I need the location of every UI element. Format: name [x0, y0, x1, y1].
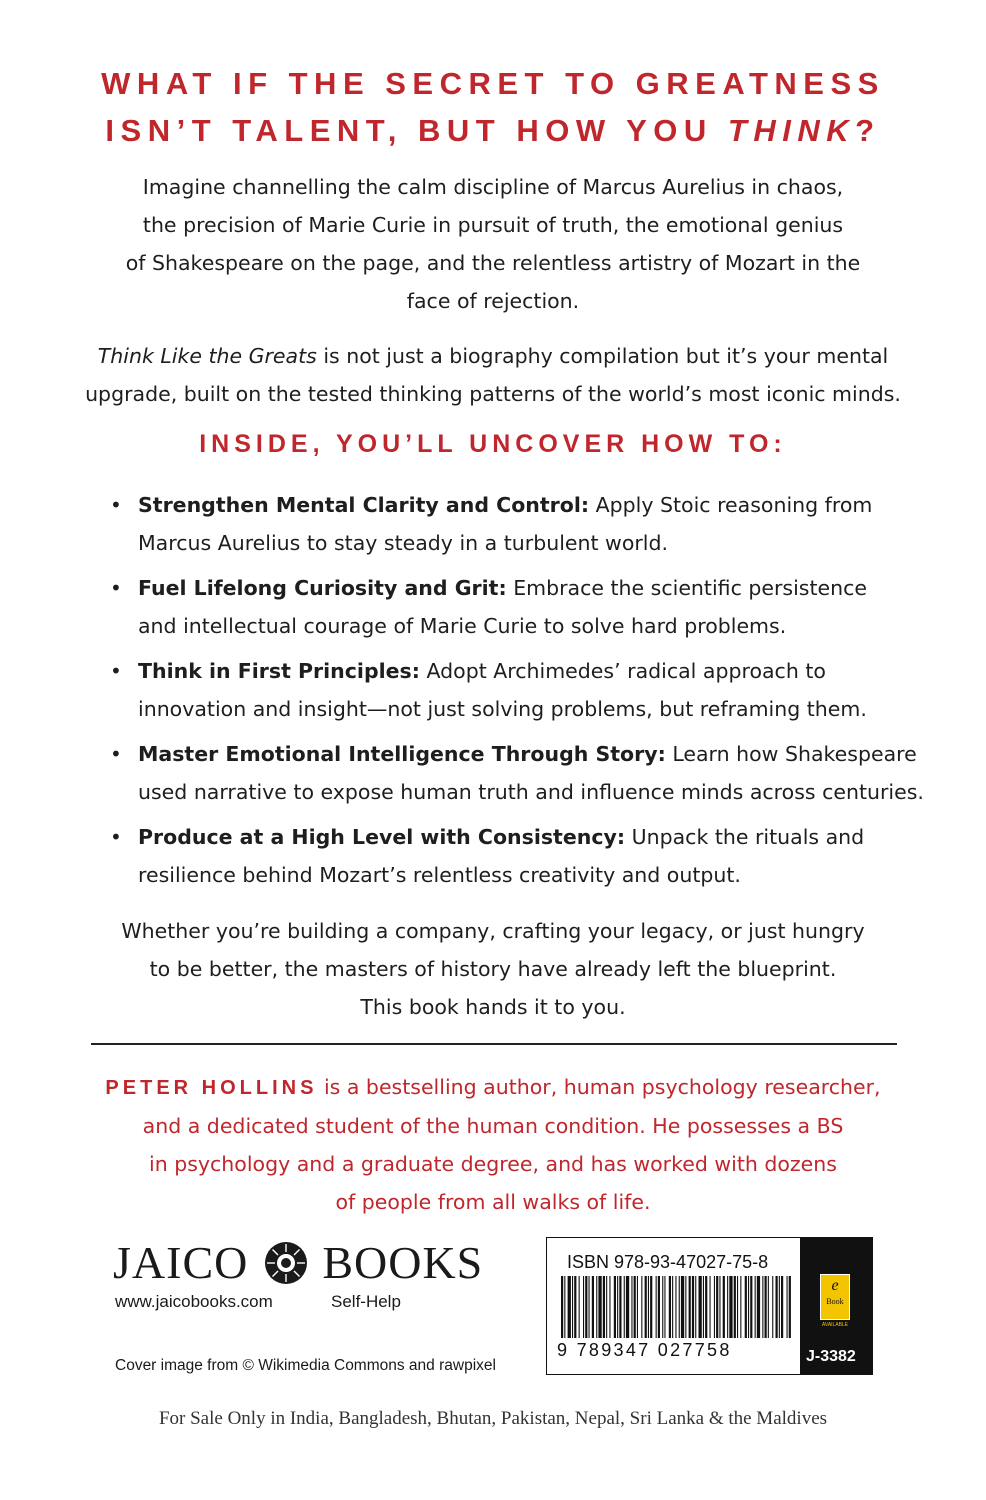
barcode-bar: [614, 1276, 616, 1338]
barcode-bar: [787, 1276, 788, 1338]
barcode-bar: [606, 1276, 607, 1338]
list-item-line-1: [138, 652, 940, 690]
book-category: Self-Help: [331, 1292, 401, 1311]
barcode-bar: [662, 1276, 663, 1338]
ebook-available: AVAILABLE: [821, 1322, 849, 1328]
barcode-bar: [679, 1276, 680, 1338]
publisher-website: www.jaicobooks.com: [115, 1292, 273, 1311]
barcode-bar: [714, 1276, 715, 1338]
barcode-bar: [681, 1276, 684, 1338]
catalog-code: J-3382: [806, 1348, 856, 1365]
bio-line-2: and a dedicated student of the human condition. He possesses a BS: [142, 1114, 844, 1138]
barcode-bar: [734, 1276, 736, 1338]
list-item-line-2: used narrative to expose human truth and influence minds across centuries.: [138, 780, 924, 804]
cover-credit: Cover image from © Wikimedia Commons and rawpixel: [115, 1357, 496, 1374]
list-item-line-2: Marcus Aurelius to stay steady in a turbulent world.: [138, 531, 669, 555]
barcode-bar: [645, 1276, 647, 1338]
barcode-bar: [699, 1276, 702, 1338]
list-item: [110, 818, 940, 894]
barcode-bar: [626, 1276, 629, 1338]
barcode-bar: [765, 1276, 767, 1338]
list-item-lead: Think in First Principles:: [138, 659, 420, 683]
closing-paragraph: [60, 912, 926, 1026]
bio-line-1: [60, 1068, 926, 1107]
barcode-bar: [609, 1276, 610, 1338]
headline-line-2: [0, 113, 986, 149]
intro-line: Imagine channelling the calm discipline of Marcus Aurelius in chaos,: [142, 175, 844, 199]
publisher-word-left: JAICO: [113, 1237, 249, 1288]
list-item: [110, 486, 940, 562]
barcode-bar: [596, 1276, 597, 1338]
barcode-bar: [631, 1276, 632, 1338]
barcode-bar: [737, 1276, 738, 1338]
benefit-list: [110, 486, 940, 901]
barcode-bar: [603, 1276, 605, 1338]
barcode-bar: [723, 1276, 725, 1338]
section-subhead: INSIDE, YOU’LL UNCOVER HOW TO:: [199, 430, 787, 458]
barcode-bar: [585, 1276, 587, 1338]
barcode-bar: [592, 1276, 594, 1338]
list-item-line-2: resilience behind Mozart’s relentless creativity and output.: [138, 863, 741, 887]
list-item-text: Adopt Archimedes’ radical approach to: [419, 659, 826, 683]
barcode-bar: [689, 1276, 691, 1338]
author-bio: [60, 1068, 926, 1221]
pitch-line-1-rest: is not just a biography compilation but it’s your mental: [316, 344, 889, 368]
list-item-text: Learn how Shakespeare: [665, 742, 917, 766]
barcode-bar: [705, 1276, 707, 1338]
closing-line: to be better, the masters of history have already left the blueprint.: [149, 957, 837, 981]
bullet-dot: •: [110, 659, 122, 683]
publisher-logo: [113, 1235, 483, 1290]
barcode-bar: [692, 1276, 694, 1338]
closing-line: This book hands it to you.: [360, 995, 626, 1019]
barcode-bar: [740, 1276, 741, 1338]
barcode-bar: [750, 1276, 752, 1338]
jaico-emblem-icon: [264, 1241, 308, 1285]
list-item-lead: Fuel Lifelong Curiosity and Grit:: [138, 576, 507, 600]
barcode-bar: [589, 1276, 590, 1338]
barcode-bar: [669, 1276, 671, 1338]
intro-paragraph: [60, 168, 926, 320]
ebook-letter: e: [831, 1277, 839, 1294]
ebook-badge-icon: [820, 1274, 850, 1320]
list-item: [110, 652, 940, 728]
list-item-text: Embrace the scientific persistence: [506, 576, 867, 600]
barcode-bar: [757, 1276, 760, 1338]
barcode-bar: [745, 1276, 747, 1338]
barcode-bar: [617, 1276, 618, 1338]
headline-question-mark: ?: [855, 113, 881, 148]
barcode-bar: [768, 1276, 769, 1338]
barcode-bar: [656, 1276, 657, 1338]
pitch-line-1: [40, 337, 946, 375]
barcode-bar: [564, 1276, 565, 1338]
isbn-barcode-panel: [546, 1237, 873, 1375]
list-item-text: Unpack the rituals and: [625, 825, 865, 849]
barcode-bar: [727, 1276, 728, 1338]
barcode-bar: [675, 1276, 676, 1338]
barcode-bar: [583, 1276, 584, 1338]
intro-line: face of rejection.: [406, 289, 580, 313]
intro-line: the precision of Marie Curie in pursuit of truth, the emotional genius: [142, 213, 844, 237]
barcode-bar: [637, 1276, 638, 1338]
bio-line-1-rest: is a bestselling author, human psychology researcher,: [317, 1075, 881, 1099]
barcode-bar: [561, 1276, 563, 1338]
intro-line: of Shakespeare on the page, and the relentless artistry of Mozart in the: [125, 251, 861, 275]
barcode-bar: [748, 1276, 749, 1338]
isbn-number: ISBN 978-93-47027-75-8: [567, 1252, 769, 1272]
barcode-bar: [719, 1276, 720, 1338]
barcode-bar: [579, 1276, 580, 1338]
bullet-dot: •: [110, 493, 122, 517]
barcode-bar: [619, 1276, 621, 1338]
publisher-word-right: BOOKS: [322, 1237, 484, 1288]
list-item: [110, 569, 940, 645]
barcode-bar: [779, 1276, 780, 1338]
headline-think: THINK: [727, 113, 856, 148]
barcode-bar: [703, 1276, 704, 1338]
list-item-lead: Master Emotional Intelligence Through Story:: [138, 742, 666, 766]
barcode-bar: [568, 1276, 571, 1338]
barcode-bar: [624, 1276, 625, 1338]
list-item-text: Apply Stoic reasoning from: [589, 493, 873, 517]
barcode-bar: [572, 1276, 573, 1338]
barcode-bar: [634, 1276, 636, 1338]
barcode-bar: [729, 1276, 732, 1338]
barcode-bar: [658, 1276, 660, 1338]
barcode-bar: [641, 1276, 642, 1338]
barcode-bar: [776, 1276, 778, 1338]
pitch-paragraph: [40, 337, 946, 413]
list-item: [110, 735, 940, 811]
barcode-bar: [598, 1276, 601, 1338]
barcode-bar: [648, 1276, 649, 1338]
barcode-bar: [685, 1276, 686, 1338]
barcode-bar: [716, 1276, 718, 1338]
list-item-line-1: [138, 486, 940, 524]
pitch-line-2: upgrade, built on the tested thinking patterns of the world’s most iconic minds.: [85, 382, 901, 406]
barcode-bar: [789, 1276, 791, 1338]
barcode-bar: [781, 1276, 783, 1338]
barcode-side-panel: [800, 1238, 872, 1374]
barcode-bar: [755, 1276, 756, 1338]
bio-line-4: of people from all walks of life.: [335, 1190, 651, 1214]
list-item-line-1: [138, 735, 940, 773]
barcode-bars: [557, 1276, 795, 1340]
barcode-bar: [710, 1276, 711, 1338]
headline-line-2-prefix: ISN’T TALENT, BUT HOW YOU: [105, 113, 728, 148]
bullet-dot: •: [110, 825, 122, 849]
barcode-bar: [574, 1276, 576, 1338]
ebook-word: Book: [826, 1297, 844, 1306]
list-item-line-2: and intellectual courage of Marie Curie to solve hard problems.: [138, 614, 787, 638]
headline-line-1: WHAT IF THE SECRET TO GREATNESS: [101, 66, 885, 101]
section-divider: [91, 1043, 897, 1045]
barcode-bar: [772, 1276, 773, 1338]
barcode-bar: [650, 1276, 652, 1338]
bullet-dot: •: [110, 742, 122, 766]
barcode-bar: [762, 1276, 763, 1338]
author-name: PETER HOLLINS: [105, 1077, 318, 1099]
list-item-line-1: [138, 569, 940, 607]
book-title: Think Like the Greats: [97, 344, 317, 368]
list-item-lead: Strengthen Mental Clarity and Control:: [138, 493, 590, 517]
closing-line: Whether you’re building a company, crafting your legacy, or just hungry: [121, 919, 865, 943]
sale-territory-note: For Sale Only in India, Bangladesh, Bhutan, Pakistan, Nepal, Sri Lanka & the Maldives: [158, 1408, 828, 1429]
barcode-bar: [672, 1276, 673, 1338]
list-item-lead: Produce at a High Level with Consistency:: [138, 825, 626, 849]
bullet-dot: •: [110, 576, 122, 600]
barcode-bar: [664, 1276, 665, 1338]
list-item-line-2: innovation and insight—not just solving problems, but reframing them.: [138, 697, 867, 721]
barcode-digits: 9 789347 027758: [557, 1340, 732, 1360]
list-item-line-1: [138, 818, 940, 856]
bio-line-3: in psychology and a graduate degree, and has worked with dozens: [149, 1152, 837, 1176]
barcode-bar: [695, 1276, 696, 1338]
